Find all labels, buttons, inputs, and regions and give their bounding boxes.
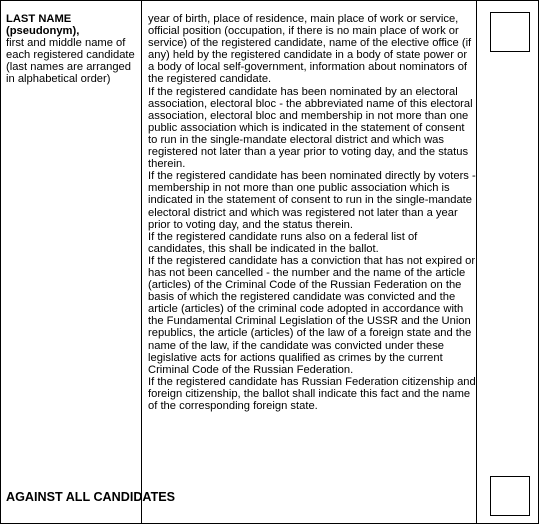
column-divider-right (476, 1, 477, 523)
against-all-vote-checkbox[interactable] (490, 476, 530, 516)
name-instructions: first and middle name of each registered candidate (last names are arranged in alphabetical order) (6, 37, 135, 85)
candidate-vote-checkbox[interactable] (490, 12, 530, 52)
details-paragraph-foreign-citizenship: If the registered candidate has Russian Federation citizenship and foreign citizenship, the ballot shall indicate this fact and the name of the corresponding foreign state. (148, 375, 476, 412)
details-paragraph-electoral-association: If the registered candidate has been nominated by an electoral association, electoral bloc - the abbreviated name of this electoral association, electoral bloc and membership in not more than one public association which is indicated in the statement of consent to run in the single-mandate electoral district and which was registered not later than a year prior to voting day, and the status therein. (148, 85, 473, 171)
details-paragraph-basic-info: year of birth, place of residence, main place of work or service, official position (occupation, if there is no main place of work or service) of the registered candidate, name of the elective office (if any) held by the registered candidate in a body of state power or a body of local self-government, information about nominators of the registered candidate. (148, 13, 472, 86)
details-paragraph-nominated-by-voters: If the registered candidate has been nominated directly by voters - membership in not more than one public association which is indicated in the statement of consent to run in the single-mandate electoral district and which was registered not later than a year prior to voting day, and the status therein. (148, 170, 476, 231)
candidate-name-column (6, 13, 140, 85)
against-all-candidates-label: AGAINST ALL CANDIDATES (6, 490, 176, 504)
last-name-heading: LAST NAME (pseudonym), (6, 13, 80, 37)
details-paragraph-conviction: If the registered candidate has a conviction that has not expired or has not been cancelled - the number and the name of the article (articles) of the Criminal Code of the Russian Federation on the basis of which the registered candidate was convicted and the article (articles) of the criminal code adopted in accordance with the Fundamental Criminal Legislation of the USSR and the Union republics, the article (articles) of the law of a foreign state and the name of the law, if the candidate was convicted under these legislative acts for actions qualified as crimes by the current Criminal Code of the Russian Federation. (148, 254, 476, 376)
candidate-details-column (148, 13, 476, 412)
details-paragraph-federal-list: If the registered candidate runs also on a federal list of candidates, this shall be indicated in the ballot. (148, 230, 418, 255)
column-divider-left (141, 1, 142, 523)
